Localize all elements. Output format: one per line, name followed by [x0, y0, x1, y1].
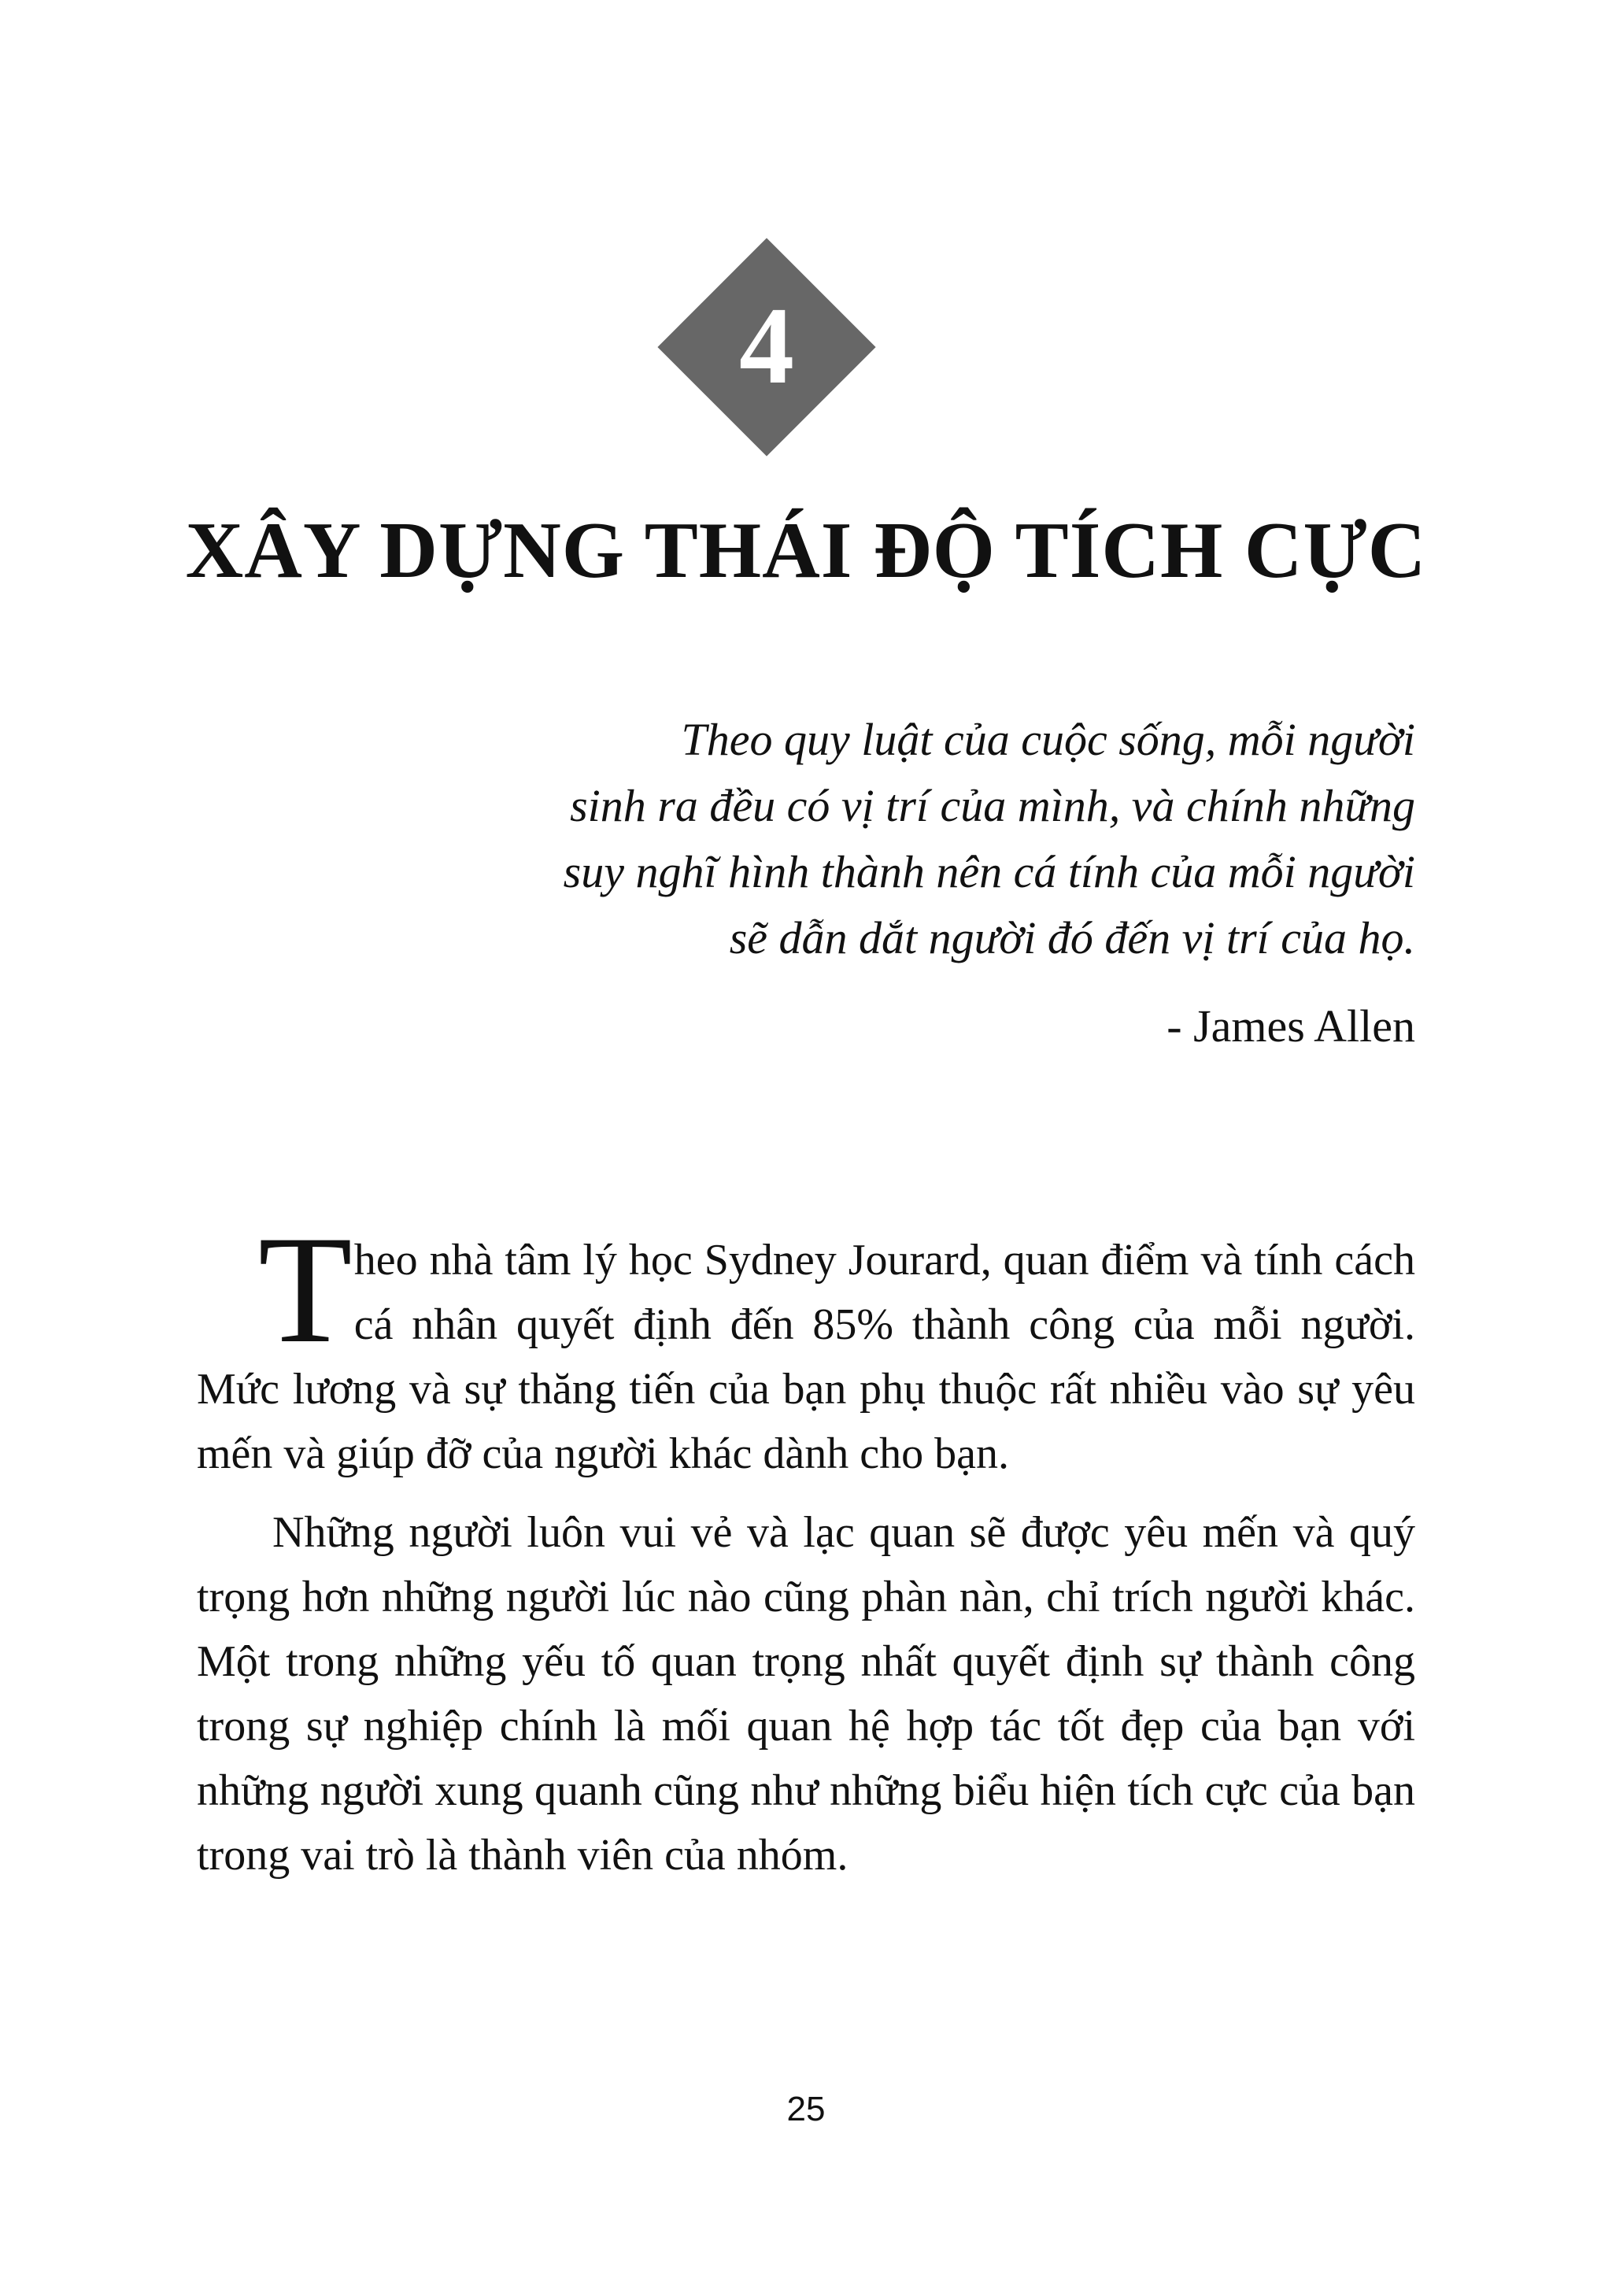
epigraph-attribution: - James Allen [1166, 1000, 1415, 1052]
epigraph [471, 707, 1415, 971]
paragraph-1-text: heo nhà tâm lý học Sydney Jourard, quan điểm và tính cách cá nhân quyết định đến 85% thành công của mỗi người. Mức lương và sự thăng tiến của bạn phụ thuộc rất nhiều vào sự yêu mến và giúp đỡ của người khác dành cho bạn. [197, 1236, 1415, 1478]
epigraph-line: suy nghĩ hình thành nên cá tính của mỗi người [563, 846, 1415, 897]
chapter-number: 4 [739, 285, 794, 407]
drop-cap: T [258, 1204, 353, 1375]
chapter-title: XÂY DỰNG THÁI ĐỘ TÍCH CỰC [185, 506, 1427, 595]
paragraph-2: Những người luôn vui vẻ và lạc quan sẽ được yêu mến và quý trọng hơn những người lúc nào cũng phàn nàn, chỉ trích người khác. Một trong những yếu tố quan trọng nhất quyết định sự thành công trong sự nghiệp chính là mối quan hệ hợp tác tốt đẹp của bạn với những người xung quanh cũng như những biểu hiện tích cực của bạn trong vai trò là thành viên của nhóm. [197, 1508, 1415, 1880]
epigraph-line: sẽ dẫn dắt người đó đến vị trí của họ. [729, 912, 1415, 963]
body-text [197, 1204, 1415, 1887]
epigraph-line: sinh ra đều có vị trí của mình, và chính những [570, 780, 1415, 831]
epigraph-line: Theo quy luật của cuộc sống, mỗi người [681, 714, 1415, 765]
page-number: 25 [786, 2090, 826, 2128]
paragraph-1 [197, 1204, 1415, 1486]
